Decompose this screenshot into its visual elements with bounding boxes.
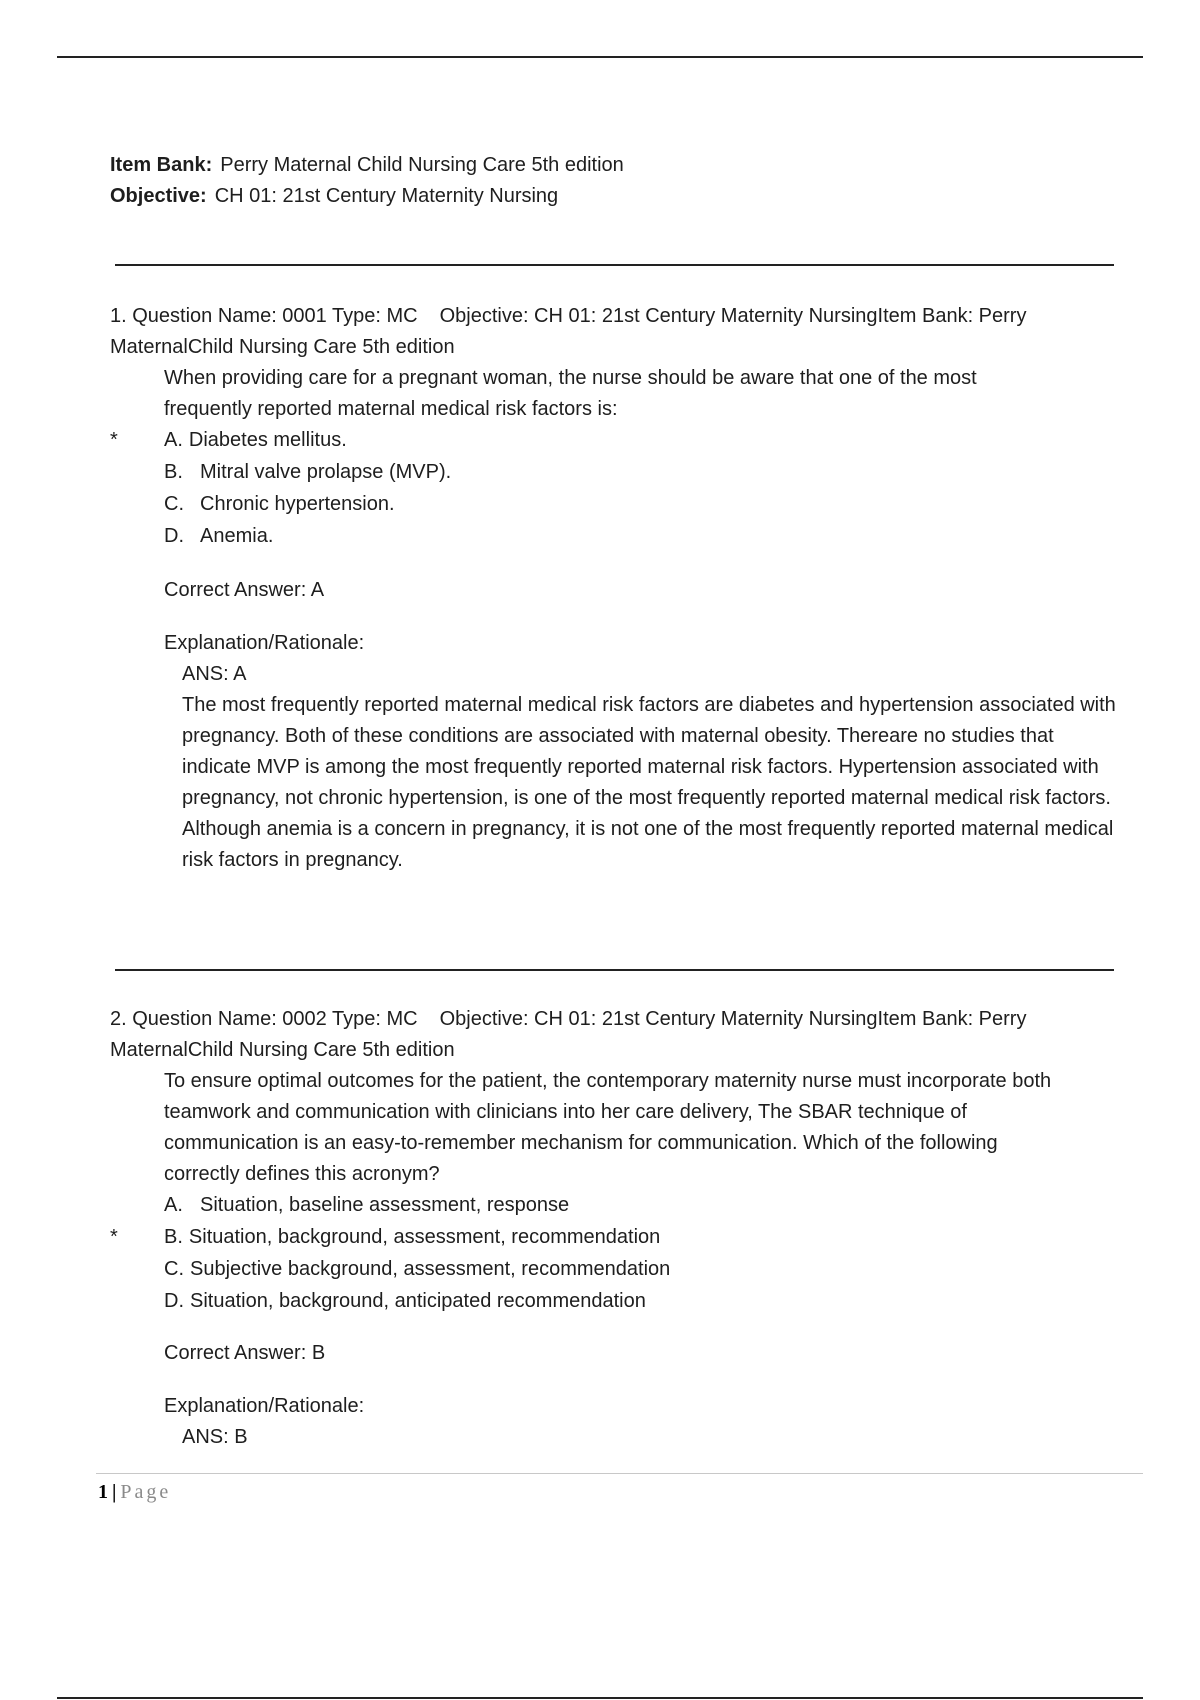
section-divider (115, 264, 1114, 266)
question-objective: Objective: CH 01: 21st Century Maternity NursingItem Bank: Perry (439, 1008, 1027, 1030)
option-letter: B. (164, 461, 183, 483)
question-2 (110, 1004, 1120, 1453)
option-text: Diabetes mellitus. (188, 429, 347, 451)
option-c (164, 1254, 1120, 1286)
question-stem: To ensure optimal outcomes for the patient, the contemporary maternity nurse must incorporate both teamwork and communication with clinicians into her care delivery, The SBAR technique of communication is an easy-to-remember mechanism for communication. Which of the following correctly defines this acronym? (164, 1070, 1052, 1185)
correct-answer: Correct Answer: B (164, 1342, 326, 1364)
page-label: Page (120, 1481, 172, 1503)
rationale-text: The most frequently reported maternal medical risk factors are diabetes and hypertension associated with pregnancy. Both of these conditions are associated with maternal obesity. Thereare no studies that indicate MVP is among the most frequently reported maternal risk factors. Hypertension associated with pregnancy, not chronic hypertension, is one of the most frequently reported maternal medical risk factors. Although anemia is a concern in pregnancy, it is not one of the most frequently reported maternal medical risk factors in pregnancy. (182, 694, 1116, 871)
correct-marker: * (110, 1226, 118, 1248)
section-divider (115, 969, 1114, 971)
item-bank-row (110, 150, 1110, 181)
option-a (110, 425, 1120, 457)
question-id: 2. Question Name: 0002 Type: MC (110, 1008, 418, 1030)
question-header (110, 301, 1120, 332)
option-letter: D. (164, 525, 184, 547)
option-letter: C. (164, 1258, 184, 1280)
page-footer (98, 1477, 171, 1508)
correct-marker: * (110, 429, 118, 451)
option-text: Mitral valve prolapse (MVP). (200, 461, 452, 483)
option-text: Chronic hypertension. (200, 493, 395, 515)
option-letter: B. (164, 1226, 183, 1248)
option-letter: D. (164, 1290, 184, 1312)
item-bank-value: Perry Maternal Child Nursing Care 5th edition (220, 154, 624, 176)
objective-row (110, 181, 1110, 212)
option-c (164, 489, 1120, 521)
explanation-label: Explanation/Rationale: (164, 1395, 365, 1417)
question-header (110, 1004, 1120, 1035)
option-a (164, 1190, 1120, 1222)
question-id: 1. Question Name: 0001 Type: MC (110, 305, 418, 327)
options-list (110, 425, 1120, 553)
item-bank-label: Item Bank: (110, 154, 213, 176)
option-letter: C. (164, 493, 184, 515)
option-b (110, 1222, 1120, 1254)
option-text: Situation, background, anticipated recommendation (190, 1290, 646, 1312)
explanation-label: Explanation/Rationale: (164, 632, 365, 654)
question-header-continued: MaternalChild Nursing Care 5th edition (110, 336, 455, 358)
top-rule (57, 56, 1143, 58)
option-text: Situation, baseline assessment, response (200, 1194, 570, 1216)
objective-label: Objective: (110, 185, 207, 207)
question-header-continued: MaternalChild Nursing Care 5th edition (110, 1039, 455, 1061)
option-letter: A. (164, 1194, 183, 1216)
option-text: Anemia. (200, 525, 274, 547)
option-d (164, 521, 1120, 553)
ans-line: ANS: A (182, 663, 247, 685)
option-text: Subjective background, assessment, recommendation (190, 1258, 671, 1280)
option-letter: A. (164, 429, 183, 451)
footer-rule (96, 1473, 1143, 1474)
bottom-rule (57, 1697, 1143, 1699)
objective-value: CH 01: 21st Century Maternity Nursing (214, 185, 559, 207)
options-list (110, 1190, 1120, 1318)
page-number: 1 (98, 1481, 108, 1503)
question-objective: Objective: CH 01: 21st Century Maternity NursingItem Bank: Perry (439, 305, 1027, 327)
correct-answer: Correct Answer: A (164, 579, 325, 601)
ans-line: ANS: B (182, 1426, 248, 1448)
option-text: Situation, background, assessment, recommendation (188, 1226, 661, 1248)
option-d (164, 1286, 1120, 1318)
option-b (164, 457, 1120, 489)
question-1 (110, 301, 1120, 876)
footer-separator: | (112, 1481, 117, 1503)
question-stem: When providing care for a pregnant woman, the nurse should be aware that one of the most frequently reported maternal medical risk factors is: (164, 367, 977, 420)
document-header (110, 150, 1110, 212)
